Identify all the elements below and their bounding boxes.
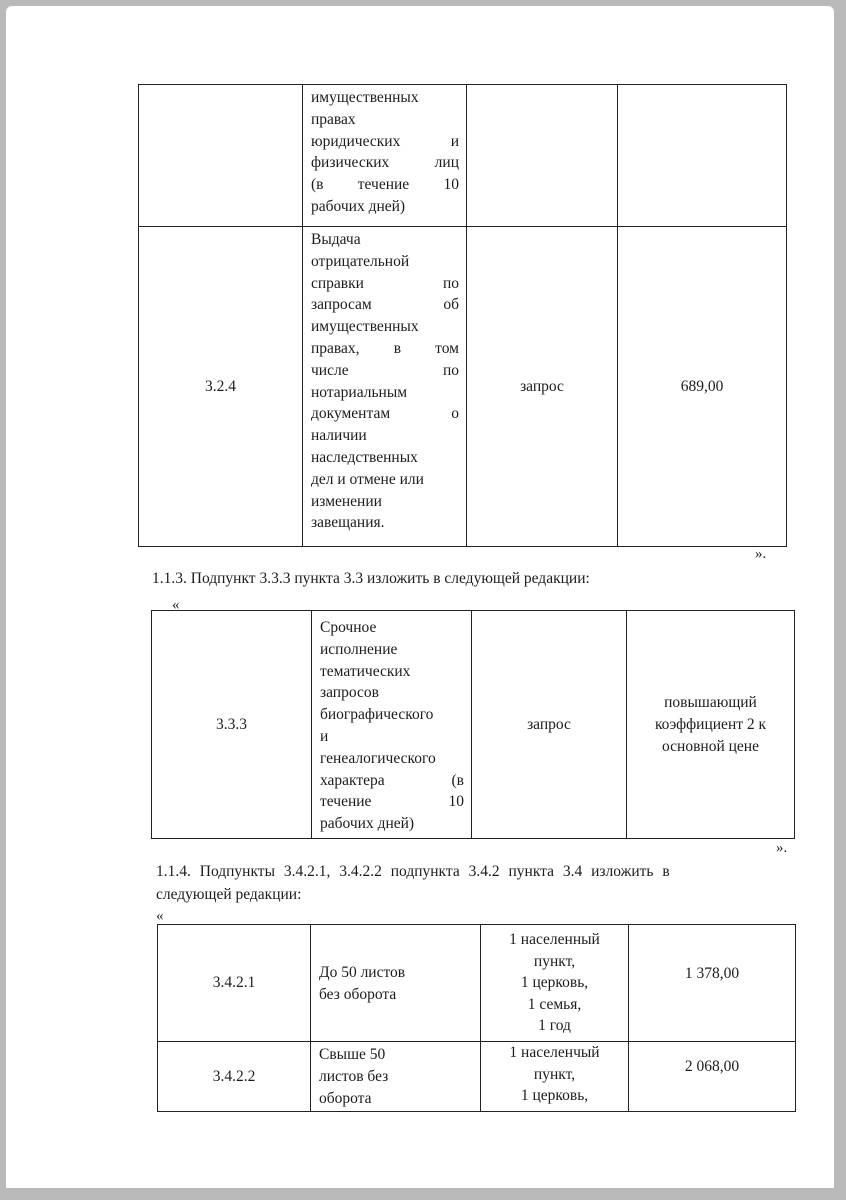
service-number: 3.3.3 bbox=[152, 611, 312, 839]
service-description: Срочное исполнение тематических запросов биографического и генеалогического характера (в течение 10 рабочих дней) bbox=[312, 611, 472, 839]
service-unit bbox=[467, 85, 618, 227]
paragraph-1-1-3: 1.1.3. Подпункт 3.3.3 пункта 3.3 изложить в следующей редакции: bbox=[152, 570, 590, 587]
tariff-table-2 bbox=[151, 610, 795, 839]
service-description: До 50 листов без оборота bbox=[311, 925, 481, 1042]
table-row bbox=[139, 227, 787, 547]
opening-quote: « bbox=[156, 908, 164, 924]
closing-quote: ». bbox=[755, 546, 767, 562]
service-price: 1 378,00 bbox=[629, 925, 796, 1042]
table-row bbox=[139, 85, 787, 227]
paragraph-1-1-4-continued: следующей редакции: bbox=[156, 886, 302, 903]
service-unit: запрос bbox=[472, 611, 627, 839]
service-number bbox=[139, 85, 303, 227]
service-unit: запрос bbox=[467, 227, 618, 547]
service-description: Свыше 50 листов без оборота bbox=[311, 1042, 481, 1112]
service-number: 3.4.2.1 bbox=[158, 925, 311, 1042]
service-price: 689,00 bbox=[618, 227, 787, 547]
service-price bbox=[618, 85, 787, 227]
service-price: повышающий коэффициент 2 к основной цене bbox=[627, 611, 795, 839]
tariff-table-3 bbox=[157, 924, 796, 1112]
service-description: имущественных правах юридических и физических лиц (в течение 10 рабочих дней) bbox=[303, 85, 467, 227]
document-page bbox=[6, 6, 834, 1188]
table-row bbox=[158, 925, 796, 1042]
service-number: 3.4.2.2 bbox=[158, 1042, 311, 1112]
table-row bbox=[158, 1042, 796, 1112]
paragraph-1-1-4: 1.1.4. Подпункты 3.4.2.1, 3.4.2.2 подпункта 3.4.2 пункта 3.4 изложить в bbox=[156, 863, 670, 880]
service-number: 3.2.4 bbox=[139, 227, 303, 547]
service-unit: 1 населенчый пункт, 1 церковь, bbox=[481, 1042, 629, 1112]
service-unit: 1 населенный пункт, 1 церковь, 1 семья, 1 год bbox=[481, 925, 629, 1042]
opening-quote: « bbox=[172, 597, 180, 613]
closing-quote: ». bbox=[776, 840, 788, 856]
tariff-table-1 bbox=[138, 84, 787, 547]
table-row bbox=[152, 611, 795, 839]
service-price: 2 068,00 bbox=[629, 1042, 796, 1112]
service-description: Выдача отрицательной справки по запросам об имущественных правах, в том числе по нотариальным документам о наличии наследственных дел и отмене или изменении завещания. bbox=[303, 227, 467, 547]
